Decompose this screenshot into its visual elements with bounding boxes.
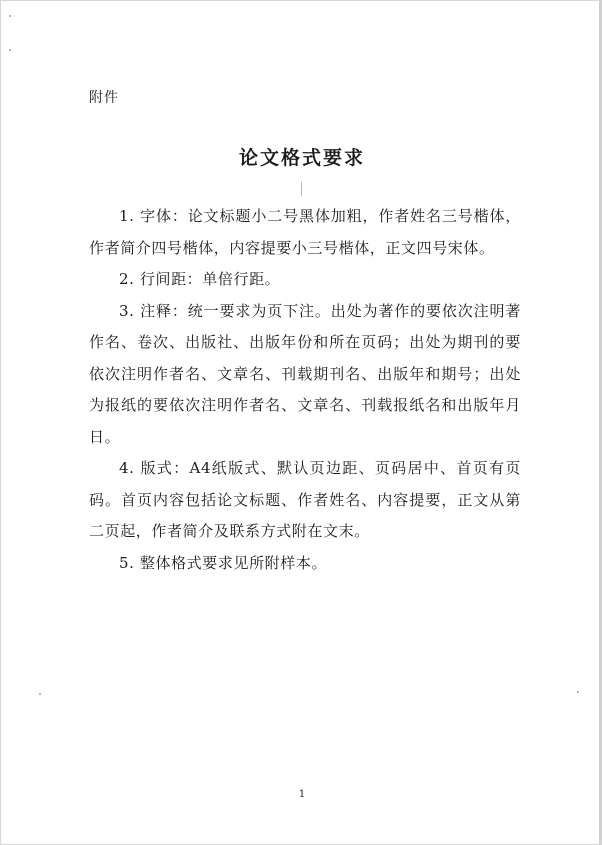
- paragraph-font: 1. 字体：论文标题小二号黑体加粗，作者姓名三号楷体，作者简介四号楷体，内容提要小三号楷体，正文四号宋体。: [89, 207, 521, 257]
- scan-speck: [9, 15, 11, 17]
- paragraph-line-spacing: 2. 行间距：单倍行距。: [119, 270, 281, 288]
- text-cursor-mark: [301, 182, 302, 196]
- scan-speck: [577, 691, 579, 693]
- attachment-label: 附件: [89, 90, 119, 106]
- document-title: 论文格式要求: [238, 147, 365, 169]
- page-number: 1: [298, 789, 306, 800]
- paragraph-layout: 4. 版式：A4纸版式、默认页边距、页码居中、首页有页码。首页内容包括论文标题、作者姓名、内容提要，正文从第二页起，作者简介及联系方式附在文末。: [89, 459, 521, 540]
- paragraph-annotation: 3. 注释：统一要求为页下注。出处为著作的要依次注明著作名、卷次、出版社、出版年份和所在页码；出处为期刊的要依次注明作者名、文章名、刊载期刊名、出版年和期号；出处为报纸的要依次注明作者名、文章名、刊载报纸名和出版年月日。: [89, 301, 521, 446]
- document-body: [89, 201, 521, 579]
- paragraph-overall-format: 5. 整体格式要求见所附样本。: [119, 553, 328, 572]
- scan-speck: [9, 49, 11, 51]
- page-edge-shadow: [599, 1, 601, 844]
- scan-speck: [39, 693, 41, 695]
